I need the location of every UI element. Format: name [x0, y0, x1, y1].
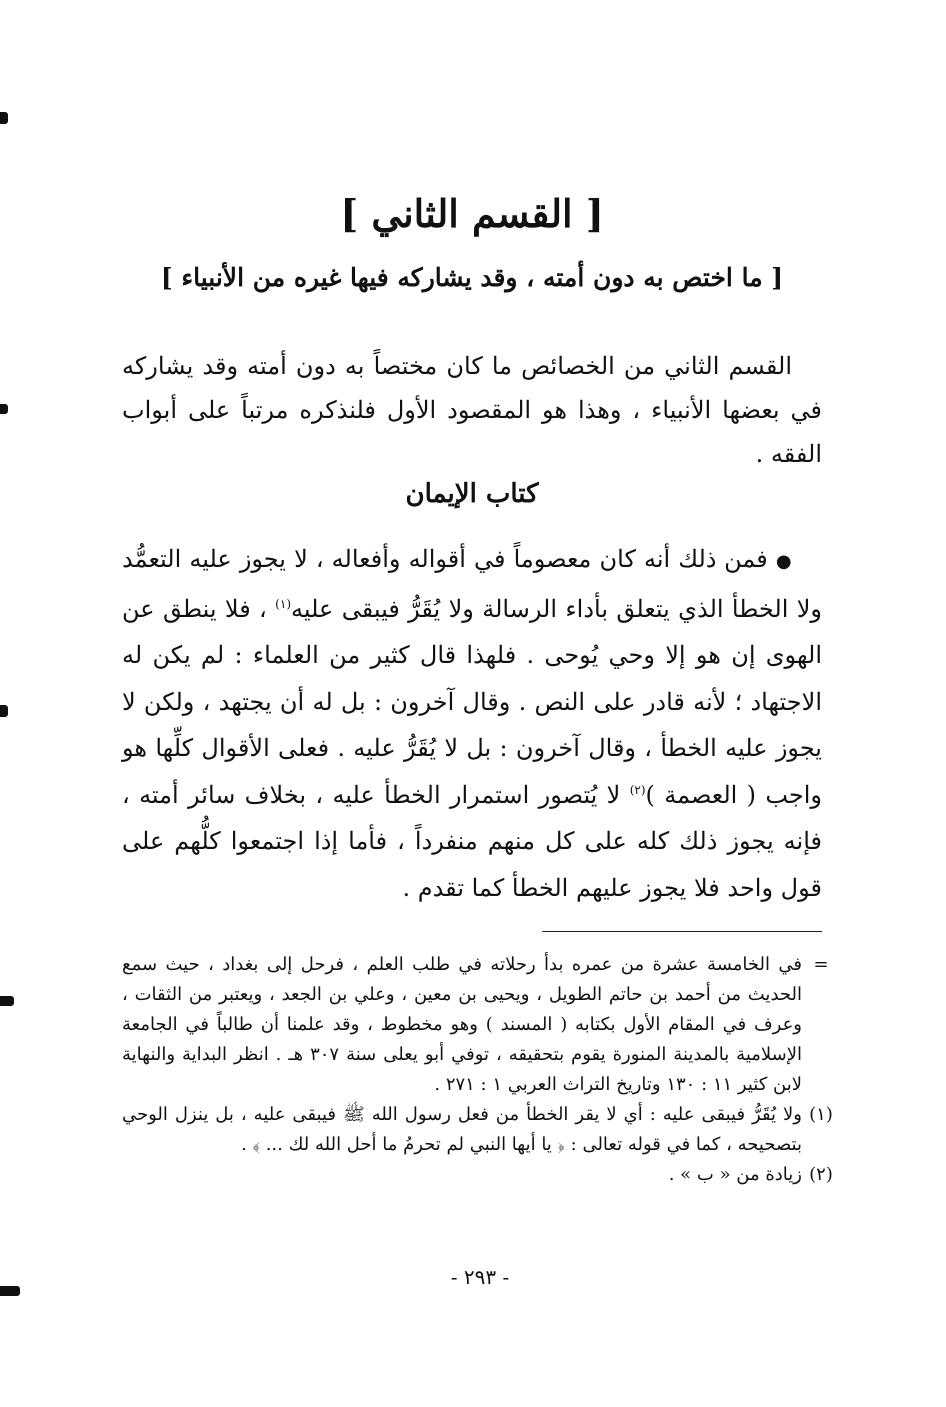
- scan-edge-mark: [0, 112, 8, 124]
- footnote-divider: [542, 931, 822, 932]
- page-number: - ٢٩٣ -: [450, 1265, 510, 1289]
- footnote-1: [122, 1100, 840, 1160]
- footnote-text: زيادة من « ب » .: [668, 1164, 802, 1185]
- body-text-part2: ، فلا ينطق عن الهوى إن هو إلا وحي يُوحى . فلهذا قال كثير من العلماء : لم يكن له الاجتهاد ؛ لأنه قادر على النص . وقال آخرون : بل له أن يجتهد ، ولكن لا يجوز عليه الخطأ ، وقال آخرون : بل لا يُقَرُّ عليه . فعلى الأقوال كلِّها هو واجب ( العصمة ): [122, 594, 822, 809]
- body-text-part3: لا يُتصور استمرار الخطأ عليه ، بخلاف سائر أمته ، فإنه يجوز ذلك كله على كل منهم منفرداً ، فأما إذا اجتمعوا كلُّهم على قول واحد فلا يجوز عليهم الخطأ كما تقدم .: [122, 780, 822, 902]
- section-title: [ القسم الثاني ]: [340, 191, 604, 236]
- footnote-2: [122, 1160, 840, 1190]
- footnote-text: في الخامسة عشرة من عمره بدأ رحلاته في طلب العلم ، فرحل إلى بغداد ، حيث سمع الحديث من أحمد بن حاتم الطويل ، ويحيى بن معين ، وعلي بن الجعد ، ويعتبر من الثقات ، وعرف في المقام الأول بكتابه ( المسند ) وهو مخطوط ، وقد علمنا أن طالباً في الجامعة الإسلامية بالمدينة المنورة يقوم بتحقيقه ، توفي أبو يعلى سنة ٣٠٧ هـ . انظر البداية والنهاية لابن كثير ١١ : ١٣٠ وتاريخ التراث العربي ١ : ٢٧١ .: [122, 954, 802, 1095]
- body-text-part1: فمن ذلك أنه كان معصوماً في أقواله وأفعاله ، لا يجوز عليه التعمُّد ولا الخطأ الذي يتعلق بأداء الرسالة ولا يُقَرُّ فيبقى عليه: [122, 545, 822, 623]
- footnote-ref-2[interactable]: (٢): [629, 782, 646, 797]
- scan-edge-mark: [0, 1286, 20, 1296]
- chapter-title: كتاب الإيمان: [405, 479, 539, 509]
- intro-paragraph: [122, 344, 822, 476]
- footnotes: [122, 950, 840, 1190]
- footnote-ref-1[interactable]: (١): [275, 596, 291, 611]
- bullet-icon: ●: [775, 551, 792, 572]
- footnote-mark: (١): [809, 1104, 833, 1125]
- section-subtitle: [ ما اختص به دون أمته ، وقد يشاركه فيها غيره من الأنبياء ]: [160, 263, 784, 292]
- footnote-continuation: [122, 950, 840, 1100]
- scan-edge-mark: [0, 705, 8, 717]
- footnote-mark: =: [813, 954, 829, 975]
- scan-edge-mark: [0, 404, 8, 414]
- footnote-text: ولا يُقَرُّ فيبقى عليه : أي لا يقر الخطأ من فعل رسول الله ﷺ فيبقى عليه ، بل ينزل الوحي بتصحيحه ، كما في قوله تعالى : ﴿ يا أيها النبي لم تحرمُ ما أحل الله لك ... ﴾ .: [122, 1104, 802, 1155]
- footnote-mark: (٢): [809, 1164, 833, 1185]
- intro-text: القسم الثاني من الخصائص ما كان مختصاً به دون أمته وقد يشاركه في بعضها الأنبياء ، وهذا هو المقصود الأول فلنذكره مرتباً على أبواب الفقه .: [122, 352, 822, 468]
- scan-edge-mark: [0, 996, 14, 1006]
- main-paragraph: [122, 536, 822, 911]
